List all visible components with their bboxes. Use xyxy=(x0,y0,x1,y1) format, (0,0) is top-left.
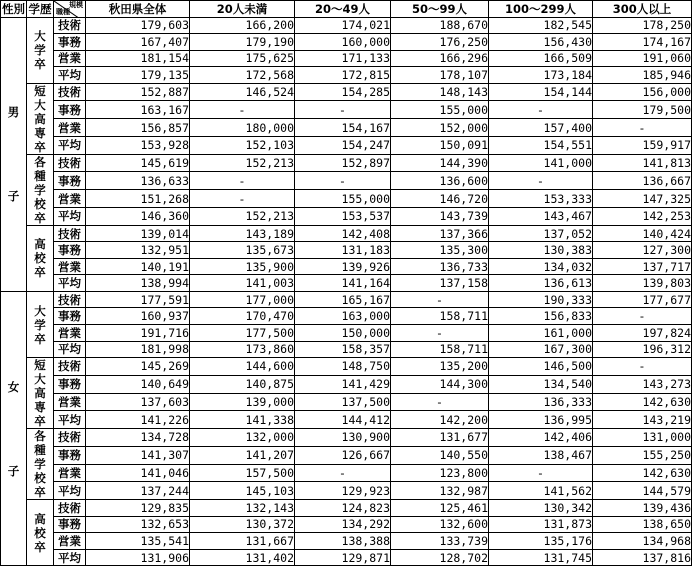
job-type-cell: 事務 xyxy=(54,34,86,51)
value-cell: 129,835 xyxy=(86,500,190,517)
job-type-cell: 営業 xyxy=(54,258,86,275)
value-cell: - xyxy=(295,172,391,190)
job-type-cell: 技術 xyxy=(54,429,86,447)
value-cell: 135,900 xyxy=(190,258,295,275)
value-cell: 191,060 xyxy=(593,50,692,67)
value-cell: 131,745 xyxy=(489,549,593,566)
table-row xyxy=(1,429,692,447)
value-cell: 161,000 xyxy=(489,325,593,342)
gender-cell xyxy=(1,17,27,291)
header-col-0: 秋田県全体 xyxy=(86,1,190,18)
education-label: 短大高専卒 xyxy=(34,83,46,154)
table-row xyxy=(1,136,692,154)
value-cell: 163,167 xyxy=(86,101,190,119)
table-row xyxy=(1,101,692,119)
gender-char: 女 xyxy=(7,379,20,394)
value-cell: 188,670 xyxy=(391,17,489,34)
table-row xyxy=(1,291,692,308)
value-cell: 132,143 xyxy=(190,500,295,517)
table-row xyxy=(1,83,692,101)
value-cell: 142,200 xyxy=(391,411,489,429)
value-cell: 146,720 xyxy=(391,190,489,208)
value-cell: - xyxy=(391,325,489,342)
value-cell: 170,470 xyxy=(190,308,295,325)
value-cell: 156,833 xyxy=(489,308,593,325)
job-type-cell: 平均 xyxy=(54,341,86,358)
value-cell: 177,677 xyxy=(593,291,692,308)
value-cell: 173,860 xyxy=(190,341,295,358)
value-cell: 190,333 xyxy=(489,291,593,308)
table-row xyxy=(1,172,692,190)
table-row xyxy=(1,482,692,500)
value-cell: 174,167 xyxy=(593,34,692,51)
value-cell: 126,667 xyxy=(295,446,391,464)
job-type-cell: 技術 xyxy=(54,225,86,242)
table-row xyxy=(1,533,692,550)
value-cell: 133,739 xyxy=(391,533,489,550)
value-cell: 132,600 xyxy=(391,516,489,533)
value-cell: - xyxy=(593,358,692,376)
value-cell: 137,366 xyxy=(391,225,489,242)
value-cell: 144,390 xyxy=(391,154,489,172)
table-row xyxy=(1,500,692,517)
value-cell: 153,537 xyxy=(295,207,391,225)
job-type-cell: 技術 xyxy=(54,154,86,172)
job-type-cell: 平均 xyxy=(54,275,86,292)
value-cell: 141,429 xyxy=(295,375,391,393)
value-cell: 137,717 xyxy=(593,258,692,275)
value-cell: 177,500 xyxy=(190,325,295,342)
job-type-cell: 営業 xyxy=(54,533,86,550)
value-cell: 145,103 xyxy=(190,482,295,500)
value-cell: 140,424 xyxy=(593,225,692,242)
value-cell: 137,052 xyxy=(489,225,593,242)
value-cell: 143,467 xyxy=(489,207,593,225)
job-type-cell: 事務 xyxy=(54,101,86,119)
value-cell: 145,269 xyxy=(86,358,190,376)
value-cell: - xyxy=(190,190,295,208)
value-cell: 136,667 xyxy=(593,172,692,190)
value-cell: 146,500 xyxy=(489,358,593,376)
value-cell: 146,360 xyxy=(86,207,190,225)
value-cell: 177,000 xyxy=(190,291,295,308)
job-type-cell: 平均 xyxy=(54,136,86,154)
education-label: 各種学校卒 xyxy=(34,429,46,500)
value-cell: 172,815 xyxy=(295,67,391,84)
header-col-4: 100～299人 xyxy=(489,1,593,18)
value-cell: 140,875 xyxy=(190,375,295,393)
education-label: 大学卒 xyxy=(34,29,46,72)
value-cell: 181,154 xyxy=(86,50,190,67)
header-corner-jobtype: 職種 xyxy=(56,7,70,16)
value-cell: 147,325 xyxy=(593,190,692,208)
value-cell: 128,702 xyxy=(391,549,489,566)
table-row xyxy=(1,190,692,208)
value-cell: 136,995 xyxy=(489,411,593,429)
value-cell: 167,300 xyxy=(489,341,593,358)
value-cell: 132,987 xyxy=(391,482,489,500)
value-cell: 143,219 xyxy=(593,411,692,429)
table-row xyxy=(1,308,692,325)
education-label: 各種学校卒 xyxy=(34,154,46,225)
job-type-cell: 平均 xyxy=(54,67,86,84)
value-cell: 166,200 xyxy=(190,17,295,34)
value-cell: 136,333 xyxy=(489,393,593,411)
job-type-cell: 技術 xyxy=(54,291,86,308)
value-cell: 139,436 xyxy=(593,500,692,517)
value-cell: 139,000 xyxy=(190,393,295,411)
education-cell xyxy=(27,291,54,357)
value-cell: 134,540 xyxy=(489,375,593,393)
table-row xyxy=(1,516,692,533)
value-cell: - xyxy=(391,393,489,411)
table-row xyxy=(1,358,692,376)
value-cell: - xyxy=(593,308,692,325)
header-col-1: 20人未満 xyxy=(190,1,295,18)
value-cell: 125,461 xyxy=(391,500,489,517)
education-label: 短大高専卒 xyxy=(34,358,46,429)
value-cell: 142,408 xyxy=(295,225,391,242)
value-cell: 146,524 xyxy=(190,83,295,101)
value-cell: 138,388 xyxy=(295,533,391,550)
header-col-2: 20～49人 xyxy=(295,1,391,18)
value-cell: 143,189 xyxy=(190,225,295,242)
table-row xyxy=(1,67,692,84)
table-row xyxy=(1,393,692,411)
value-cell: 160,937 xyxy=(86,308,190,325)
value-cell: 155,000 xyxy=(295,190,391,208)
job-type-cell: 技術 xyxy=(54,500,86,517)
job-type-cell: 技術 xyxy=(54,17,86,34)
header-gender: 性別 xyxy=(2,1,25,16)
value-cell: 148,750 xyxy=(295,358,391,376)
value-cell: 144,579 xyxy=(593,482,692,500)
table-row xyxy=(1,225,692,242)
table-row xyxy=(1,242,692,259)
value-cell: 141,562 xyxy=(489,482,593,500)
job-type-cell: 平均 xyxy=(54,411,86,429)
value-cell: 135,541 xyxy=(86,533,190,550)
value-cell: 131,667 xyxy=(190,533,295,550)
value-cell: 154,285 xyxy=(295,83,391,101)
table-body xyxy=(1,17,692,566)
gender-label xyxy=(6,380,22,478)
gender-char: 子 xyxy=(7,463,20,478)
value-cell: 135,176 xyxy=(489,533,593,550)
value-cell: 142,630 xyxy=(593,464,692,482)
value-cell: 139,014 xyxy=(86,225,190,242)
value-cell: 141,813 xyxy=(593,154,692,172)
job-type-cell: 営業 xyxy=(54,50,86,67)
value-cell: 153,333 xyxy=(489,190,593,208)
value-cell: 131,906 xyxy=(86,549,190,566)
header-corner xyxy=(54,1,86,18)
value-cell: 154,167 xyxy=(295,119,391,137)
value-cell: 152,887 xyxy=(86,83,190,101)
value-cell: 134,032 xyxy=(489,258,593,275)
education-cell xyxy=(27,429,54,500)
value-cell: 171,133 xyxy=(295,50,391,67)
value-cell: 151,268 xyxy=(86,190,190,208)
value-cell: 152,213 xyxy=(190,154,295,172)
header-corner-size: 規模 xyxy=(69,1,83,9)
value-cell: 137,244 xyxy=(86,482,190,500)
table-row xyxy=(1,154,692,172)
value-cell: 141,003 xyxy=(190,275,295,292)
value-cell: - xyxy=(593,119,692,137)
value-cell: 158,711 xyxy=(391,341,489,358)
value-cell: 197,824 xyxy=(593,325,692,342)
value-cell: 154,247 xyxy=(295,136,391,154)
education-cell xyxy=(27,500,54,566)
value-cell: 155,250 xyxy=(593,446,692,464)
value-cell: - xyxy=(489,101,593,119)
value-cell: 143,273 xyxy=(593,375,692,393)
value-cell: 140,649 xyxy=(86,375,190,393)
value-cell: 130,383 xyxy=(489,242,593,259)
table-row xyxy=(1,275,692,292)
value-cell: 145,619 xyxy=(86,154,190,172)
header-row xyxy=(1,1,692,18)
value-cell: 130,372 xyxy=(190,516,295,533)
value-cell: 191,716 xyxy=(86,325,190,342)
value-cell: 131,677 xyxy=(391,429,489,447)
education-cell xyxy=(27,154,54,225)
value-cell: 160,000 xyxy=(295,34,391,51)
value-cell: 180,000 xyxy=(190,119,295,137)
value-cell: 179,500 xyxy=(593,101,692,119)
value-cell: 131,873 xyxy=(489,516,593,533)
value-cell: 140,550 xyxy=(391,446,489,464)
gender-char: 男 xyxy=(7,105,20,120)
value-cell: 163,000 xyxy=(295,308,391,325)
value-cell: 123,800 xyxy=(391,464,489,482)
value-cell: 140,191 xyxy=(86,258,190,275)
value-cell: 172,568 xyxy=(190,67,295,84)
value-cell: 129,871 xyxy=(295,549,391,566)
value-cell: 155,000 xyxy=(391,101,489,119)
value-cell: 166,509 xyxy=(489,50,593,67)
value-cell: - xyxy=(190,172,295,190)
value-cell: 134,292 xyxy=(295,516,391,533)
value-cell: 185,946 xyxy=(593,67,692,84)
job-type-cell: 営業 xyxy=(54,464,86,482)
value-cell: 142,406 xyxy=(489,429,593,447)
value-cell: 135,200 xyxy=(391,358,489,376)
job-type-cell: 技術 xyxy=(54,358,86,376)
education-label: 大学卒 xyxy=(34,303,46,346)
value-cell: 144,300 xyxy=(391,375,489,393)
value-cell: 127,300 xyxy=(593,242,692,259)
value-cell: 158,711 xyxy=(391,308,489,325)
table-row xyxy=(1,446,692,464)
value-cell: 156,000 xyxy=(593,83,692,101)
value-cell: - xyxy=(190,101,295,119)
job-type-cell: 営業 xyxy=(54,393,86,411)
value-cell: 141,338 xyxy=(190,411,295,429)
value-cell: 156,430 xyxy=(489,34,593,51)
job-type-cell: 事務 xyxy=(54,446,86,464)
education-label: 高校卒 xyxy=(34,237,46,280)
value-cell: 124,823 xyxy=(295,500,391,517)
value-cell: 137,603 xyxy=(86,393,190,411)
value-cell: 196,312 xyxy=(593,341,692,358)
value-cell: 178,107 xyxy=(391,67,489,84)
value-cell: 143,739 xyxy=(391,207,489,225)
job-type-cell: 事務 xyxy=(54,375,86,393)
job-type-cell: 事務 xyxy=(54,172,86,190)
table-row xyxy=(1,258,692,275)
value-cell: 137,500 xyxy=(295,393,391,411)
table-row xyxy=(1,325,692,342)
job-type-cell: 事務 xyxy=(54,516,86,533)
value-cell: 131,402 xyxy=(190,549,295,566)
value-cell: 157,500 xyxy=(190,464,295,482)
value-cell: 174,021 xyxy=(295,17,391,34)
job-type-cell: 営業 xyxy=(54,119,86,137)
value-cell: 136,633 xyxy=(86,172,190,190)
value-cell: 138,650 xyxy=(593,516,692,533)
education-cell xyxy=(27,83,54,154)
value-cell: 156,857 xyxy=(86,119,190,137)
job-type-cell: 平均 xyxy=(54,482,86,500)
education-label: 高校卒 xyxy=(34,511,46,554)
value-cell: 135,300 xyxy=(391,242,489,259)
value-cell: 136,600 xyxy=(391,172,489,190)
value-cell: 134,968 xyxy=(593,533,692,550)
header-col-5: 300人以上 xyxy=(593,1,692,18)
job-type-cell: 平均 xyxy=(54,549,86,566)
value-cell: 144,600 xyxy=(190,358,295,376)
job-type-cell: 平均 xyxy=(54,207,86,225)
value-cell: 167,407 xyxy=(86,34,190,51)
table-row xyxy=(1,375,692,393)
table-row xyxy=(1,207,692,225)
value-cell: 182,545 xyxy=(489,17,593,34)
value-cell: 135,673 xyxy=(190,242,295,259)
value-cell: 153,928 xyxy=(86,136,190,154)
value-cell: 137,816 xyxy=(593,549,692,566)
gender-cell xyxy=(1,291,27,565)
value-cell: - xyxy=(295,464,391,482)
value-cell: 166,296 xyxy=(391,50,489,67)
value-cell: 179,135 xyxy=(86,67,190,84)
job-type-cell: 技術 xyxy=(54,83,86,101)
value-cell: 152,213 xyxy=(190,207,295,225)
header-education: 学歴 xyxy=(28,1,52,16)
value-cell: 130,900 xyxy=(295,429,391,447)
gender-char: 子 xyxy=(7,189,20,204)
table-row xyxy=(1,549,692,566)
education-cell xyxy=(27,17,54,83)
table-row xyxy=(1,411,692,429)
value-cell: 132,951 xyxy=(86,242,190,259)
value-cell: 173,184 xyxy=(489,67,593,84)
value-cell: 132,653 xyxy=(86,516,190,533)
value-cell: 152,103 xyxy=(190,136,295,154)
value-cell: 157,400 xyxy=(489,119,593,137)
value-cell: 142,630 xyxy=(593,393,692,411)
value-cell: 131,183 xyxy=(295,242,391,259)
value-cell: 134,728 xyxy=(86,429,190,447)
value-cell: 144,412 xyxy=(295,411,391,429)
gender-label xyxy=(6,105,22,203)
value-cell: 139,926 xyxy=(295,258,391,275)
value-cell: 152,897 xyxy=(295,154,391,172)
value-cell: 141,164 xyxy=(295,275,391,292)
value-cell: 150,091 xyxy=(391,136,489,154)
job-type-cell: 事務 xyxy=(54,308,86,325)
value-cell: 142,253 xyxy=(593,207,692,225)
education-cell xyxy=(27,358,54,429)
value-cell: 138,994 xyxy=(86,275,190,292)
table-row xyxy=(1,119,692,137)
job-type-cell: 営業 xyxy=(54,325,86,342)
value-cell: 139,803 xyxy=(593,275,692,292)
value-cell: 130,342 xyxy=(489,500,593,517)
value-cell: 137,158 xyxy=(391,275,489,292)
value-cell: 165,167 xyxy=(295,291,391,308)
value-cell: - xyxy=(295,101,391,119)
value-cell: 141,207 xyxy=(190,446,295,464)
value-cell: 159,917 xyxy=(593,136,692,154)
value-cell: 158,357 xyxy=(295,341,391,358)
value-cell: 154,144 xyxy=(489,83,593,101)
value-cell: - xyxy=(391,291,489,308)
value-cell: 154,551 xyxy=(489,136,593,154)
value-cell: 141,000 xyxy=(489,154,593,172)
value-cell: 175,625 xyxy=(190,50,295,67)
value-cell: 138,467 xyxy=(489,446,593,464)
value-cell: - xyxy=(489,464,593,482)
value-cell: 136,733 xyxy=(391,258,489,275)
value-cell: 131,000 xyxy=(593,429,692,447)
value-cell: 177,591 xyxy=(86,291,190,308)
value-cell: 129,923 xyxy=(295,482,391,500)
value-cell: 141,046 xyxy=(86,464,190,482)
value-cell: 132,000 xyxy=(190,429,295,447)
value-cell: 141,226 xyxy=(86,411,190,429)
table-row xyxy=(1,464,692,482)
table-row xyxy=(1,50,692,67)
table-row xyxy=(1,34,692,51)
job-type-cell: 事務 xyxy=(54,242,86,259)
value-cell: 152,000 xyxy=(391,119,489,137)
table-row xyxy=(1,17,692,34)
value-cell: 150,000 xyxy=(295,325,391,342)
value-cell: 141,307 xyxy=(86,446,190,464)
value-cell: 178,250 xyxy=(593,17,692,34)
header-col-3: 50～99人 xyxy=(391,1,489,18)
table-row xyxy=(1,341,692,358)
value-cell: - xyxy=(489,172,593,190)
value-cell: 148,143 xyxy=(391,83,489,101)
value-cell: 176,250 xyxy=(391,34,489,51)
value-cell: 181,998 xyxy=(86,341,190,358)
education-cell xyxy=(27,225,54,291)
value-cell: 136,613 xyxy=(489,275,593,292)
value-cell: 179,190 xyxy=(190,34,295,51)
value-cell: 179,603 xyxy=(86,17,190,34)
job-type-cell: 営業 xyxy=(54,190,86,208)
